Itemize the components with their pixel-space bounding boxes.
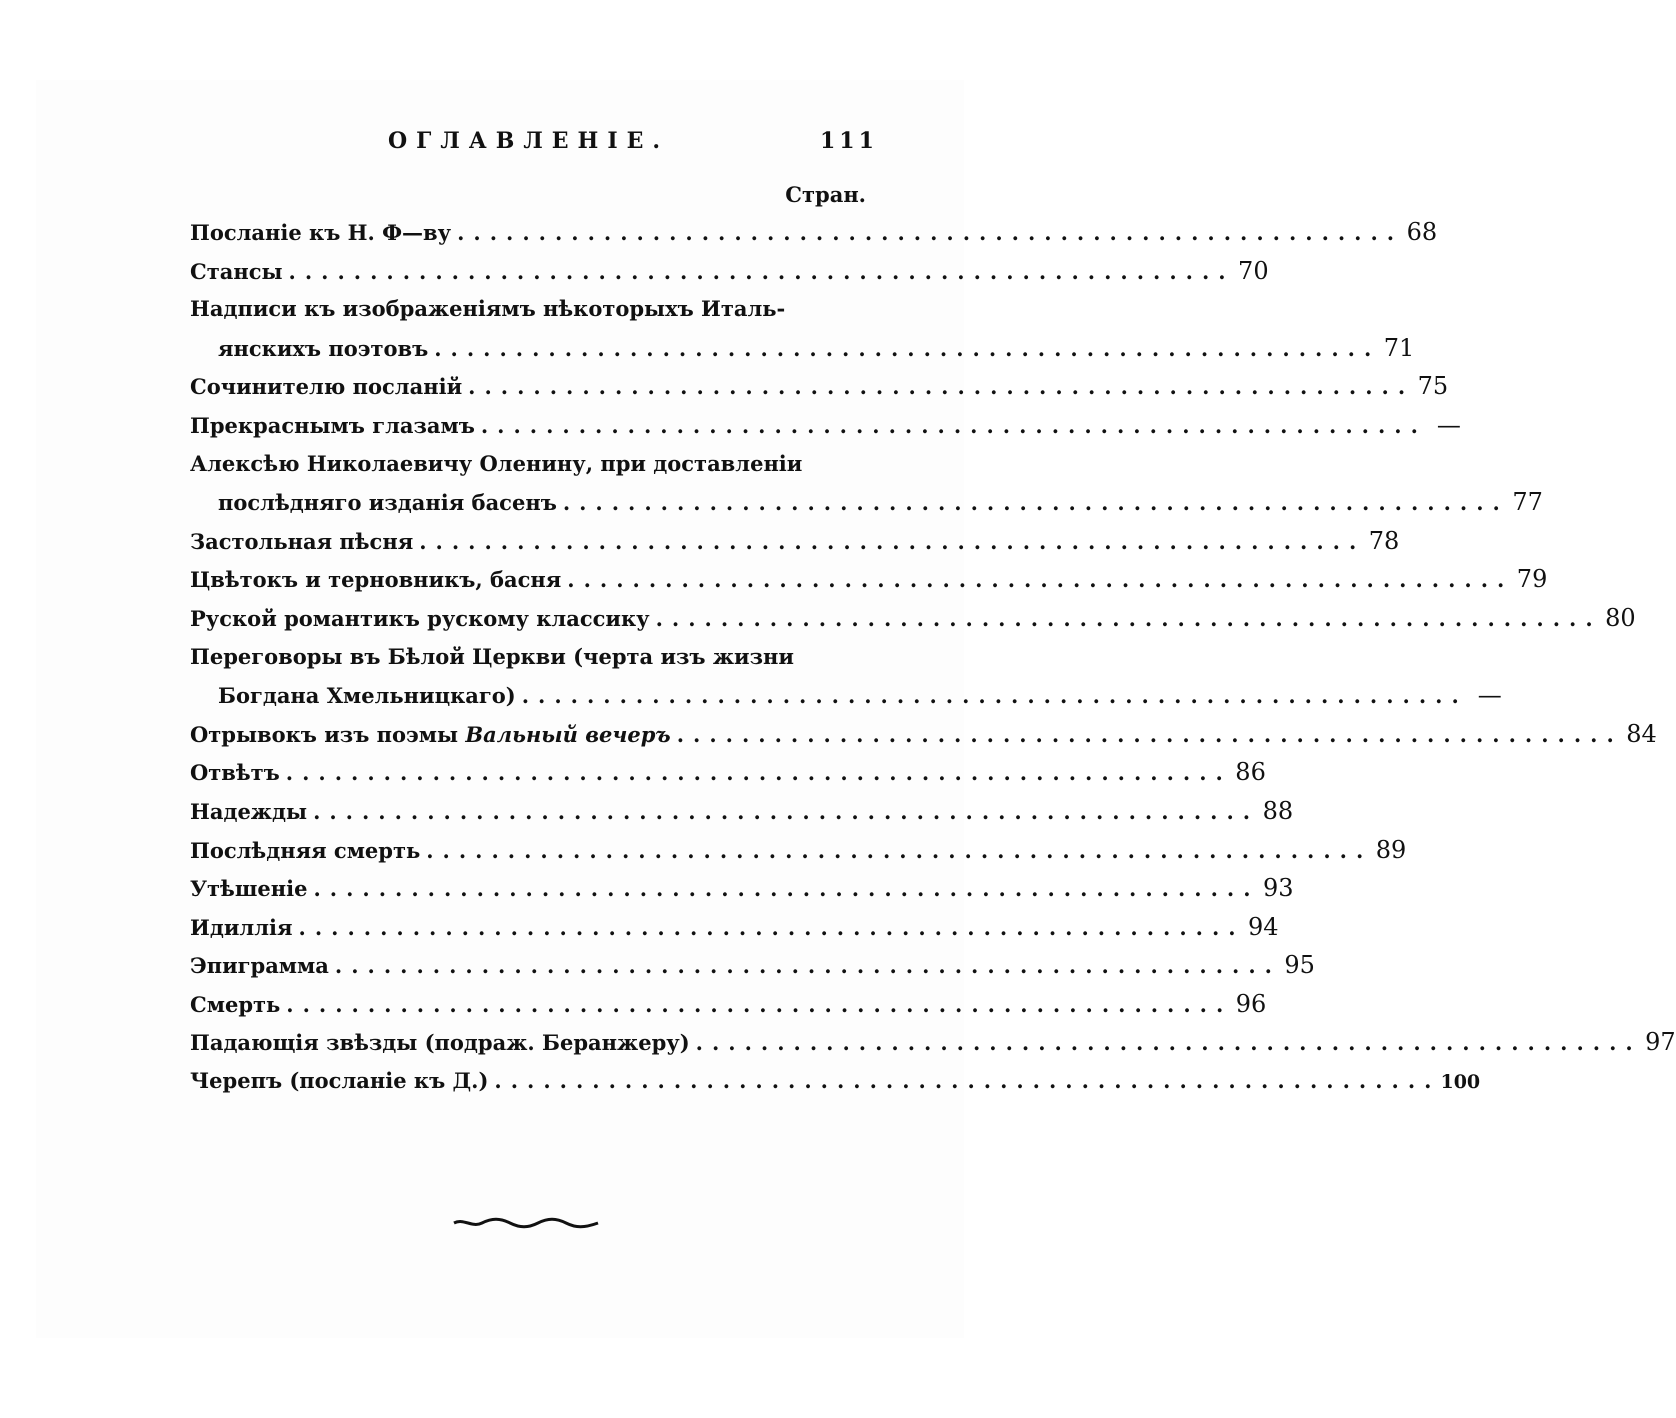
toc-entry-title: Застольная пѣсня xyxy=(190,528,414,554)
page-column-label: Стран. xyxy=(785,182,866,207)
toc-entry-page: 79 xyxy=(1516,565,1548,594)
toc-entry-title xyxy=(190,716,671,755)
toc-entry-page: 70 xyxy=(1238,256,1269,285)
toc-entry-page: 80 xyxy=(1605,603,1636,632)
dot-leader: .......................................................... xyxy=(457,220,1404,245)
toc-entry-title-italic: Вальный вечеръ xyxy=(465,721,671,747)
toc-entry xyxy=(190,445,866,484)
toc-entry xyxy=(190,638,866,677)
dot-leader: .......................................................... xyxy=(313,798,1260,824)
toc-entry-title: послѣдняго изданія басенъ xyxy=(218,490,557,516)
toc-entry-page: — xyxy=(1477,681,1502,710)
toc-entry-page: 94 xyxy=(1248,912,1279,941)
toc-entry-page: 75 xyxy=(1417,372,1449,401)
table-of-contents xyxy=(190,213,1676,1101)
toc-entry xyxy=(190,985,1267,1024)
dot-leader: .......................................................... xyxy=(285,760,1232,786)
dot-leader: .......................................................... xyxy=(288,258,1235,284)
toc-entry-title: Стансы xyxy=(190,258,283,284)
toc-entry-page: 71 xyxy=(1383,333,1415,362)
toc-entry-title: Надежды xyxy=(190,798,308,824)
toc-entry-title: янскихъ поэтовъ xyxy=(218,335,429,361)
page-header xyxy=(0,128,1000,162)
toc-entry xyxy=(190,522,1400,561)
toc-entry-title: Прекраснымъ глазамъ xyxy=(190,412,475,438)
toc-entry-page: 86 xyxy=(1235,758,1266,787)
dot-leader: .......................................................... xyxy=(480,412,1427,438)
toc-entry-title: Сочинителю посланій xyxy=(190,374,463,400)
toc-entry-continuation xyxy=(190,483,1543,522)
toc-entry xyxy=(190,213,1438,252)
toc-entry-title: Цвѣтокъ и терновникъ, басня xyxy=(190,567,562,593)
dot-leader: .......................................................... xyxy=(419,528,1366,554)
dot-leader: .......................................................... xyxy=(313,876,1260,902)
dot-leader: .......................................................... xyxy=(468,374,1415,400)
toc-entry-title: Послѣдняя смерть xyxy=(190,837,421,863)
toc-entry-title: Посланіе къ Н. Ф—ву xyxy=(190,220,452,245)
toc-entry xyxy=(190,946,1315,985)
running-title: ОГЛАВЛЕНІЕ. xyxy=(388,128,670,154)
toc-entry xyxy=(190,599,1636,638)
toc-entry xyxy=(190,715,1657,754)
toc-entry-page: 84 xyxy=(1626,719,1657,748)
toc-entry-page: 96 xyxy=(1235,989,1267,1018)
dot-leader: .......................................................... xyxy=(298,914,1245,940)
toc-entry-page: 97 xyxy=(1645,1028,1676,1057)
closing-ornament xyxy=(452,1218,600,1228)
toc-entry-title-regular: Отрывокъ изъ поэмы xyxy=(190,721,459,747)
toc-entry xyxy=(190,908,1279,947)
dot-leader: .......................................................... xyxy=(695,1030,1642,1056)
toc-entry-continuation xyxy=(190,329,1415,368)
toc-entry-title: Утѣшеніе xyxy=(190,876,308,902)
page-number: 111 xyxy=(820,128,878,154)
toc-entry-page: 100 xyxy=(1440,1071,1481,1094)
toc-entry-title: Отвѣтъ xyxy=(190,760,280,786)
toc-entry xyxy=(190,290,866,329)
toc-entry-title: Идиллія xyxy=(190,914,293,940)
dot-leader: .......................................................... xyxy=(286,991,1233,1017)
dot-leader: .......................................................... xyxy=(521,683,1468,709)
toc-entry-page: 93 xyxy=(1262,874,1294,903)
toc-entry-page: — xyxy=(1436,410,1461,439)
toc-entry-page: 77 xyxy=(1512,488,1543,517)
toc-entry-title: Эпиграмма xyxy=(190,953,329,979)
dot-leader: .......................................................... xyxy=(434,335,1381,361)
dot-leader: .......................................................... xyxy=(494,1068,1441,1094)
toc-entry xyxy=(190,367,1449,406)
toc-entry-page: 78 xyxy=(1368,526,1400,555)
toc-entry-page: 95 xyxy=(1284,951,1315,980)
toc-entry-page: 68 xyxy=(1406,218,1438,246)
dot-leader: .......................................................... xyxy=(567,567,1514,593)
dot-leader: .......................................................... xyxy=(426,837,1373,863)
toc-entry xyxy=(190,831,1407,870)
toc-entry xyxy=(190,792,1294,831)
toc-entry xyxy=(190,1062,1481,1101)
toc-entry xyxy=(190,406,1461,445)
toc-entry-title: Руской романтикъ рускому классику xyxy=(190,605,650,631)
toc-entry xyxy=(190,252,1269,291)
toc-entry xyxy=(190,1023,1676,1062)
toc-entry-title: Алексѣю Николаевичу Оленину, при доставленіи xyxy=(190,450,803,476)
toc-entry-title: Падающія звѣзды (подраж. Беранжеру) xyxy=(190,1030,690,1056)
toc-entry-continuation xyxy=(190,676,1502,715)
dot-leader: .......................................................... xyxy=(562,490,1509,516)
dot-leader: .......................................................... xyxy=(676,721,1623,747)
toc-entry xyxy=(190,753,1266,792)
toc-entry-title: Надписи къ изображеніямъ нѣкоторыхъ Италь- xyxy=(190,296,786,322)
toc-entry-page: 88 xyxy=(1262,796,1294,825)
toc-entry xyxy=(190,869,1294,908)
toc-entry xyxy=(190,560,1548,599)
dot-leader: .......................................................... xyxy=(655,605,1602,631)
toc-entry-title: Смерть xyxy=(190,991,281,1017)
toc-entry-page: 89 xyxy=(1375,835,1407,864)
toc-entry-title: Переговоры въ Бѣлой Церкви (черта изъ жизни xyxy=(190,643,794,669)
toc-entry-title: Черепъ (посланіе къ Д.) xyxy=(190,1068,489,1094)
dot-leader: .......................................................... xyxy=(334,953,1281,979)
toc-entry-title: Богдана Хмельницкаго) xyxy=(218,683,516,709)
